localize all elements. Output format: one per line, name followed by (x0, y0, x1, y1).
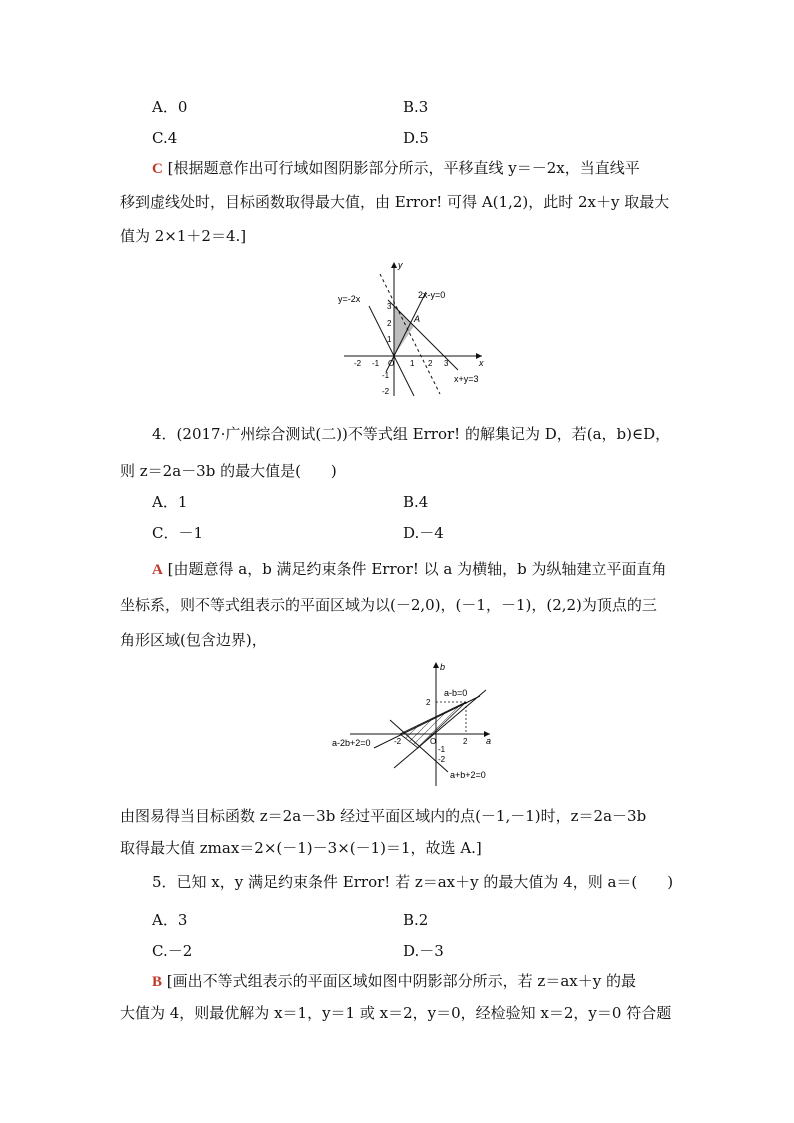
shaded-region (394, 306, 414, 356)
label-y-neg2x: y=-2x (338, 294, 361, 304)
tick-a-2: 2 (463, 737, 468, 746)
option-d: D.5 (403, 129, 429, 147)
label-a-minus-b: a-b=0 (444, 688, 468, 698)
label-point-a: A (414, 314, 421, 324)
label-a-axis: a (486, 736, 492, 746)
tick-origin: O (430, 737, 437, 746)
tick-x-neg1: -1 (372, 359, 380, 368)
tick-y-1: 1 (387, 335, 392, 344)
solution-4-line-3: 角形区域(包含边界)， (120, 631, 267, 649)
label-x-axis: x (479, 358, 484, 368)
tick-origin: O (388, 359, 395, 368)
solution-5-line-2: 大值为 4，则最优解为 x＝1，y＝1 或 x＝2，y＝0，经检验知 x＝2，y＝0 符合题 (120, 1004, 672, 1022)
tick-b-neg1: -1 (438, 745, 446, 754)
label-x-plus-y: x+y=3 (454, 374, 479, 384)
option-c: C.4 (152, 129, 178, 147)
q5-option-c: C.－2 (152, 942, 193, 960)
tick-y-2: 2 (387, 319, 392, 328)
answer-letter: B (152, 974, 163, 990)
solution-text: [画出不等式组表示的平面区域如图中阴影部分所示，若 z＝ax＋y 的最 (166, 972, 636, 990)
feasible-region-figure-1 (334, 258, 490, 402)
answer-letter: C (152, 161, 163, 177)
solution-5-line-1 (152, 971, 636, 992)
label-2x-y: 2x-y=0 (418, 290, 446, 300)
q4-option-c: C．－1 (152, 524, 204, 542)
solution-4-line-1 (152, 559, 666, 580)
tick-b-2: 2 (426, 698, 431, 707)
q5-option-b: B.2 (403, 911, 429, 929)
tick-b-neg2: -2 (438, 755, 446, 764)
tick-a-neg2: -2 (394, 737, 402, 746)
feasible-region-figure-2 (330, 658, 498, 792)
solution-3-line-1 (152, 158, 640, 179)
solution-4-line-2: 坐标系，则不等式组表示的平面区域为以(－2,0)，(－1，－1)，(2,2)为顶点的三 (120, 596, 657, 614)
question-4-line-2: 则 z＝2a－3b 的最大值是( ) (120, 462, 337, 480)
solution-4-line-5: 取得最大值 zmax＝2×(－1)－3×(－1)＝1，故选 A.] (120, 839, 482, 857)
label-a-2b-2: a-2b+2=0 (332, 738, 371, 748)
q4-option-a: A．1 (152, 493, 188, 511)
tick-y-3: 3 (387, 302, 392, 311)
tick-y-neg1: -1 (382, 371, 390, 380)
y-axis-arrow-icon (391, 262, 397, 268)
solution-4-line-4: 由图易得当目标函数 z＝2a－3b 经过平面区域内的点(－1,－1)时，z＝2a－3b (120, 807, 647, 825)
question-5-line-1: 5．已知 x，y 满足约束条件 Error! 若 z＝ax＋y 的最大值为 4，则 a＝( ) (152, 873, 674, 891)
b-axis-arrow-icon (433, 662, 439, 668)
solution-3-line-3: 值为 2×1＋2＝4.] (120, 227, 247, 245)
tick-y-neg2: -2 (382, 387, 390, 396)
tick-x-2: 2 (428, 359, 433, 368)
solution-3-line-2: 移到虚线处时，目标函数取得最大值，由 Error! 可得 A(1,2)，此时 2x＋y 取最大 (120, 193, 670, 211)
question-4-line-1: 4．(2017·广州综合测试(二))不等式组 Error! 的解集记为 D，若(a，b)∈D， (152, 425, 671, 443)
tick-x-1: 1 (410, 359, 415, 368)
label-b-axis: b (440, 662, 446, 672)
q4-option-b: B.4 (403, 493, 429, 511)
label-y-axis: y (398, 260, 403, 270)
solution-text: [根据题意作出可行域如图阴影部分所示，平移直线 y＝－2x，当直线平 (167, 159, 640, 177)
tick-x-neg2: -2 (354, 359, 362, 368)
q4-option-d: D.－4 (403, 524, 444, 542)
q5-option-d: D.－3 (403, 942, 444, 960)
solution-text: [由题意得 a，b 满足约束条件 Error! 以 a 为横轴，b 为纵轴建立平面直角 (167, 560, 667, 578)
q5-option-a: A．3 (152, 911, 188, 929)
option-b: B.3 (403, 98, 429, 116)
label-a-plus-b-2: a+b+2=0 (450, 770, 486, 780)
tick-x-3: 3 (444, 359, 449, 368)
option-a: A．0 (152, 98, 188, 116)
answer-letter: A (152, 562, 163, 578)
